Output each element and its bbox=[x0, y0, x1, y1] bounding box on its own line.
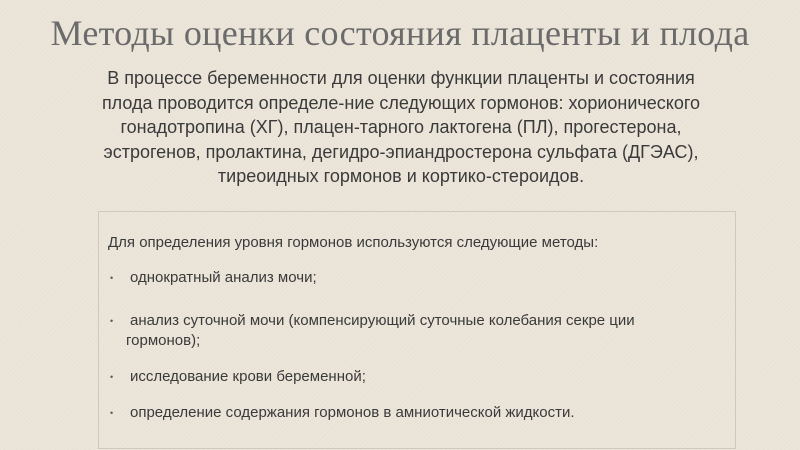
bullet-icon: • bbox=[110, 316, 114, 326]
intro-paragraph: В процессе беременности для оценки функции плаценты и состояния плода проводится определе-ние следующих гормонов: хорионического гонадотропина (ХГ), плацен-тарного лактогена (ПЛ), прогестерона, эстрогенов, пролактина, дегидро-эпиандростерона сульфата (ДГЭАС), тиреоидных гормонов и кортико-стероидов. bbox=[101, 68, 701, 186]
list-item-text: однократный анализ мочи; bbox=[130, 269, 317, 286]
list-item-text: определение содержания гормонов в амниотической жидкости. bbox=[130, 404, 575, 421]
methods-lead-text: Для определения уровня гормонов используются следующие методы: bbox=[108, 234, 599, 251]
bullet-icon: • bbox=[110, 273, 114, 283]
bullet-icon: • bbox=[110, 372, 114, 382]
list-item-text-continued: гормонов); bbox=[126, 332, 201, 349]
list-item-text: исследование крови беременной; bbox=[130, 368, 366, 385]
slide-title: Методы оценки состояния плаценты и плода bbox=[50, 13, 750, 53]
list-item-text: анализ суточной мочи (компенсирующий суточные колебания секре ции bbox=[130, 312, 635, 329]
bullet-icon: • bbox=[110, 408, 114, 418]
